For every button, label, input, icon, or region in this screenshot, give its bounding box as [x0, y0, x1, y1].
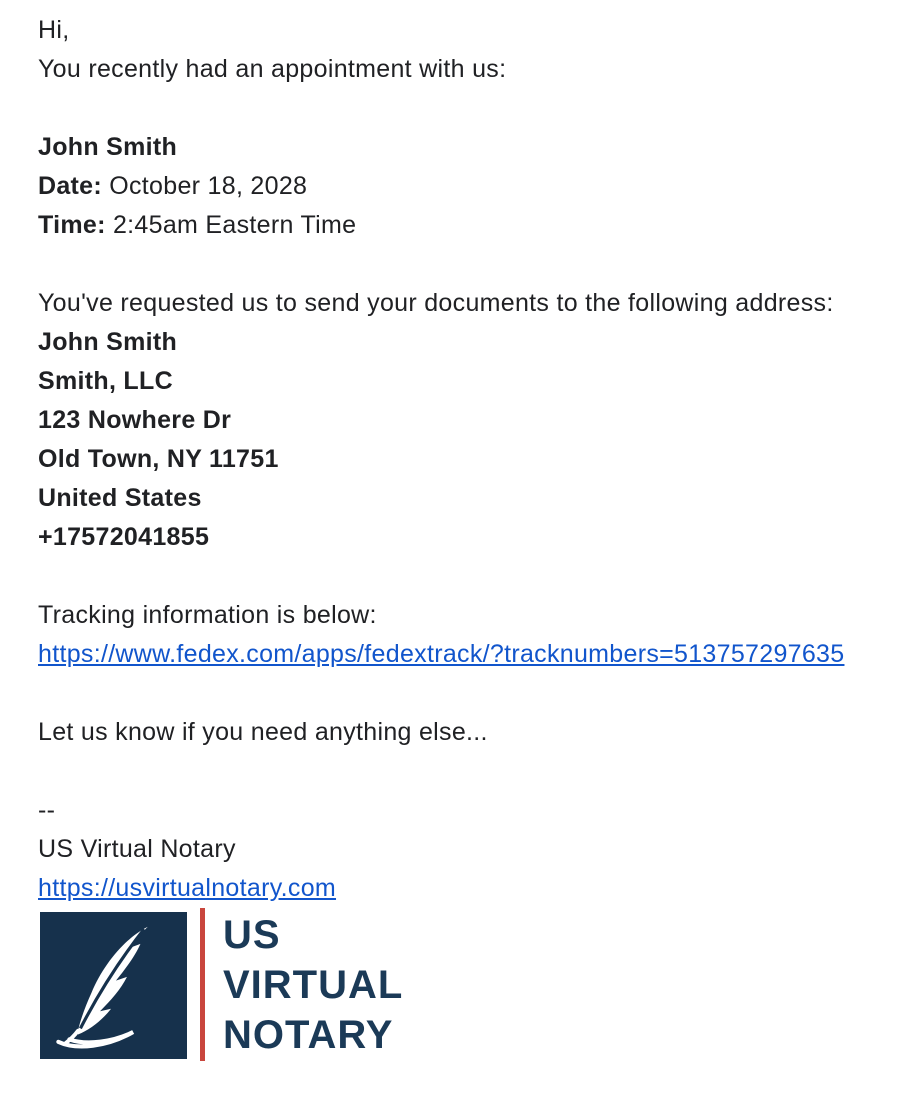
- address-line-company: Smith, LLC: [38, 367, 173, 395]
- address-line-street: 123 Nowhere Dr: [38, 406, 232, 434]
- usvn-logo: [40, 908, 886, 1061]
- appointment-date-line: [38, 167, 886, 206]
- appointment-name: John Smith: [38, 133, 178, 161]
- spacer: [38, 89, 886, 128]
- date-value: October 18, 2028: [102, 172, 308, 200]
- closing-line: Let us know if you need anything else...: [38, 718, 488, 746]
- usvirtualnotary-link[interactable]: https://usvirtualnotary.com: [38, 874, 337, 902]
- tracking-intro-line: Tracking information is below:: [38, 601, 377, 629]
- spacer: [38, 674, 886, 713]
- address-line-country: United States: [38, 484, 202, 512]
- appointment-time-line: [38, 206, 886, 245]
- time-value: 2:45am Eastern Time: [105, 211, 357, 239]
- fedex-tracking-link[interactable]: https://www.fedex.com/apps/fedextrack/?tracknumbers=513757297635: [38, 640, 845, 668]
- spacer: [38, 752, 886, 791]
- logo-line-us: US: [223, 913, 281, 957]
- greeting-line: Hi,: [38, 16, 70, 44]
- address-line-city: Old Town, NY 11751: [38, 445, 279, 473]
- address-line-phone: +17572041855: [38, 523, 210, 551]
- address-intro-line: You've requested us to send your documents to the following address:: [38, 289, 834, 317]
- logo-divider: [200, 908, 205, 1061]
- time-label: Time:: [38, 211, 106, 239]
- signature-website-line: [38, 869, 886, 908]
- spacer: [38, 557, 886, 596]
- tracking-link-line: [38, 635, 886, 674]
- signature-company: US Virtual Notary: [38, 835, 236, 863]
- intro-line: You recently had an appointment with us:: [38, 55, 507, 83]
- spacer: [38, 245, 886, 284]
- logo-wordmark: [223, 908, 403, 1060]
- signature-divider: --: [38, 796, 56, 824]
- quill-feather-icon: [40, 912, 187, 1059]
- logo-line-virtual: VIRTUAL: [223, 963, 404, 1007]
- date-label: Date:: [38, 172, 103, 200]
- logo-line-notary: NOTARY: [223, 1013, 394, 1057]
- address-line-name: John Smith: [38, 328, 178, 356]
